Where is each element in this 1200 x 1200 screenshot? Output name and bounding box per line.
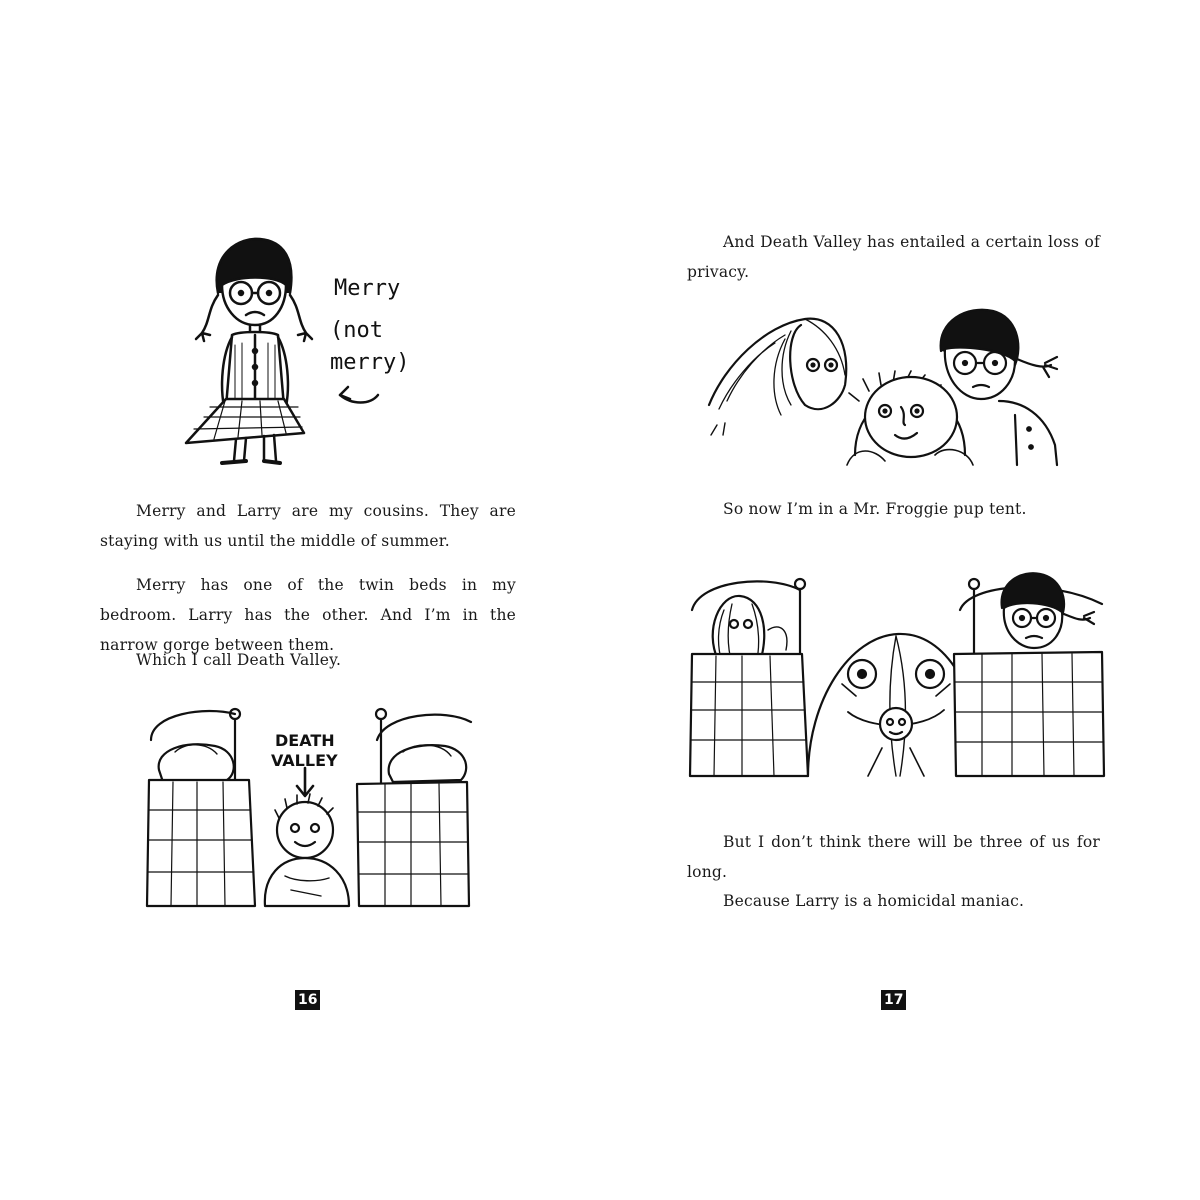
left-paragraph-1: Merry and Larry are my cousins. They are staying with us until the middle of summer. — [100, 502, 516, 550]
death-valley-label-line2: VALLEY — [271, 751, 338, 770]
merry-illustration — [180, 235, 450, 475]
merry-label-line2: (not — [330, 318, 383, 343]
death-valley-illustration — [145, 700, 475, 915]
right-paragraph-2: So now I’m in a Mr. Froggie pup tent. — [723, 500, 1027, 518]
right-paragraph-3: But I don’t think there will be three of us for long. — [687, 833, 1100, 881]
death-valley-label-line1: DEATH — [275, 731, 335, 750]
right-paragraph-4: Because Larry is a homicidal maniac. — [723, 892, 1025, 910]
froggie-pup-tent-illustration — [690, 570, 1105, 785]
merry-label-line1: Merry — [334, 276, 401, 301]
cousins-peeking-illustration — [705, 305, 1080, 465]
right-paragraph-1: And Death Valley has entailed a certain loss of privacy. — [687, 233, 1100, 281]
left-paragraph-2: Merry has one of the twin beds in my bedroom. Larry has the other. And I’m in the narrow gorge between them. — [100, 576, 516, 654]
right-page-number: 17 — [881, 990, 906, 1010]
right-page — [600, 0, 1200, 1200]
left-page-number: 16 — [295, 990, 320, 1010]
left-paragraph-3: Which I call Death Valley. — [136, 651, 342, 669]
merry-label-line3: merry) — [330, 350, 410, 375]
